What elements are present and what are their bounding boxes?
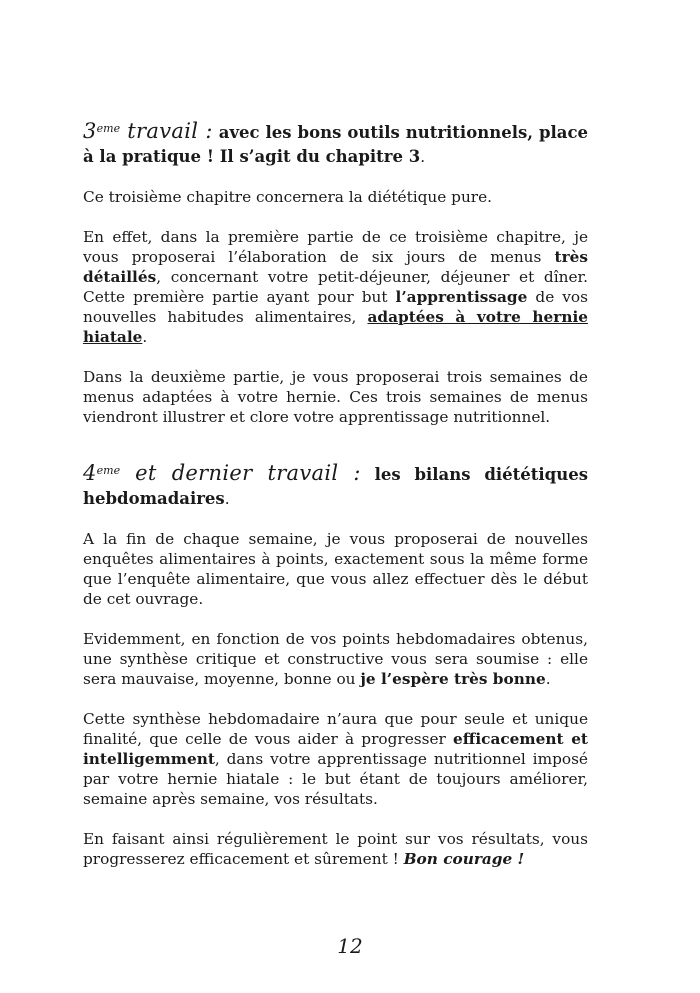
page-body (83, 119, 588, 889)
section-3-superscript: eme (96, 121, 121, 135)
bold-text: très détaillés (83, 248, 588, 286)
section-4-heading-end: . (224, 490, 230, 508)
section-4-heading (83, 461, 588, 511)
section-4-subtitle: les bilans diététiques hebdomadaires (83, 465, 588, 508)
section-4-paragraph-1: A la fin de chaque semaine, je vous proposerai de nouvelles enquêtes alimentaires à points, exactement sous la même forme que l’enquête alimentaire, que vous allez effectuer dès le début de cet ouvrage. (83, 530, 588, 608)
section-4-paragraph-2 (83, 629, 588, 689)
section-3-paragraph-3: Dans la deuxième partie, je vous proposerai trois semaines de menus adaptées à votre hernie. Ces trois semaines de menus viendront illustrer et clore votre apprentissage nutritionnel. (83, 368, 588, 426)
section-3-paragraph-1: Ce troisième chapitre concernera la diététique pure. (83, 188, 493, 206)
section-4-superscript: eme (96, 463, 121, 477)
section-4-paragraph-3 (83, 709, 588, 809)
section-4-title: et dernier travail : (120, 461, 361, 485)
page-number: 12 (337, 934, 363, 958)
section-3-heading-end: . (420, 148, 426, 166)
section-4-paragraph-4 (83, 829, 588, 869)
text-run: Cette synthèse hebdomadaire n’aura que pour seule et unique finalité, que celle de vous aider à progresser (83, 710, 588, 748)
text-run: Evidemment, en fonction de vos points hebdomadaires obtenus, une synthèse critique et constructive vous sera soumise : elle sera mauvaise, moyenne, bonne ou (83, 630, 588, 688)
bold-text: je l’espère très bonne (360, 670, 546, 688)
text-run: , dans votre apprentissage nutritionnel imposé par votre hernie hiatale : le but étant de toujours améliorer, semaine après semaine, vos résultats. (83, 750, 588, 808)
text-run: de vos nouvelles habitudes alimentaires, (83, 288, 588, 326)
text-run: En effet, dans la première partie de ce troisième chapitre, je vous proposerai l’élaboration de six jours de menus (83, 228, 588, 266)
section-3-title: travail : (120, 119, 213, 143)
bold-text: efficacement et intelligemment (83, 730, 588, 768)
section-3-paragraph-2 (83, 227, 588, 347)
section-4-number: 4 (83, 461, 97, 485)
section-3-subtitle: avec les bons outils nutritionnels, place à la pratique ! Il s’agit du chapitre 3 (83, 123, 588, 166)
bold-italic-text: Bon courage ! (403, 850, 525, 868)
section-3-number: 3 (83, 119, 97, 143)
section-3-heading (83, 119, 588, 169)
text-run: En faisant ainsi régulièrement le point sur vos résultats, vous progresserez efficacement et sûrement ! (83, 830, 588, 868)
text-run: . (142, 328, 148, 346)
text-run: , concernant votre petit-déjeuner, déjeuner et dîner. Cette première partie ayant pour but (83, 268, 588, 306)
bold-text: l’apprentissage (395, 288, 528, 306)
bold-underlined-text: adaptées à votre hernie hiatale (83, 308, 588, 346)
text-run: . (545, 670, 551, 688)
